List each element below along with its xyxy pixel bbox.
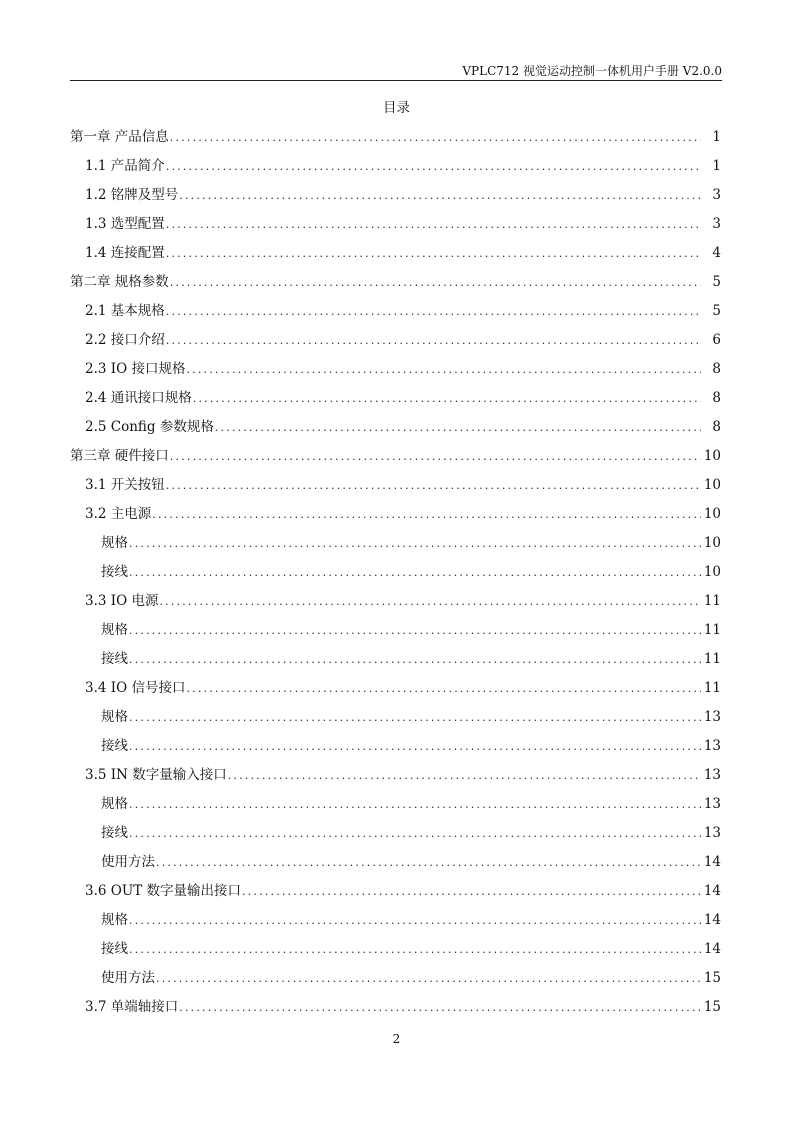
- toc-entry-label: 接线: [101, 941, 128, 957]
- toc-entry[interactable]: [70, 529, 721, 558]
- toc-entry-page: 8: [712, 390, 721, 406]
- toc-dot-leader: [166, 152, 701, 181]
- page-number: 2: [392, 1032, 401, 1046]
- toc-entry[interactable]: [70, 616, 721, 645]
- toc-dot-leader: [129, 616, 701, 645]
- toc-entry-page: 1: [712, 158, 721, 174]
- toc-entry-label: 规格: [101, 912, 128, 928]
- toc-dot-leader: [129, 906, 701, 935]
- toc-entry[interactable]: [70, 732, 721, 761]
- toc-entry[interactable]: [70, 674, 721, 703]
- toc-dot-leader: [166, 210, 701, 239]
- toc-dot-leader: [228, 761, 701, 790]
- toc-dot-leader: [166, 326, 701, 355]
- toc-entry-page: 4: [712, 245, 721, 261]
- toc-dot-leader: [152, 500, 701, 529]
- toc-dot-leader: [129, 732, 701, 761]
- toc-dot-leader: [129, 935, 701, 964]
- toc-entry-label: 2.1 基本规格: [85, 303, 165, 319]
- toc-dot-leader: [129, 529, 701, 558]
- toc-entry[interactable]: [70, 935, 721, 964]
- toc-entry[interactable]: [70, 703, 721, 732]
- toc-entry-label: 3.4 IO 信号接口: [85, 680, 186, 696]
- toc-entry-page: 10: [703, 506, 721, 522]
- toc-entry-page: 11: [703, 593, 721, 609]
- toc-entry[interactable]: [70, 384, 721, 413]
- toc-entry[interactable]: [70, 819, 721, 848]
- toc-entry-page: 15: [703, 970, 721, 986]
- toc-entry-page: 11: [703, 622, 721, 638]
- toc-entry[interactable]: [70, 877, 721, 906]
- toc-entry-page: 3: [712, 216, 721, 232]
- toc-entry-label: 规格: [101, 709, 128, 725]
- toc-entry[interactable]: [70, 993, 721, 1022]
- running-header: VPLC712 视觉运动控制一体机用户手册 V2.0.0: [462, 64, 722, 78]
- toc-entry-page: 10: [703, 448, 721, 464]
- toc-entry[interactable]: [70, 355, 721, 384]
- toc-entry-label: 使用方法: [101, 854, 155, 870]
- toc-dot-leader: [179, 181, 701, 210]
- toc-entry-page: 10: [703, 477, 721, 493]
- toc-entry-page: 13: [703, 796, 721, 812]
- toc-entry-label: 2.4 通讯接口规格: [85, 390, 192, 406]
- toc-entry[interactable]: [70, 297, 721, 326]
- toc-entry-page: 14: [703, 912, 721, 928]
- toc-entry-label: 1.2 铭牌及型号: [85, 187, 179, 203]
- toc-entry[interactable]: [70, 761, 721, 790]
- toc-entry-label: 3.1 开关按钮: [85, 477, 165, 493]
- toc-entry-label: 3.3 IO 电源: [85, 593, 159, 609]
- toc-entry[interactable]: [70, 587, 721, 616]
- toc-dot-leader: [166, 471, 701, 500]
- toc-entry[interactable]: [70, 268, 721, 297]
- toc-dot-leader: [166, 239, 701, 268]
- toc-dot-leader: [129, 819, 701, 848]
- toc-entry-label: 第二章 规格参数: [70, 274, 169, 290]
- toc-entry-page: 13: [703, 709, 721, 725]
- toc-entry-page: 13: [703, 767, 721, 783]
- toc-entry-label: 3.7 单端轴接口: [85, 999, 179, 1015]
- toc-dot-leader: [170, 442, 701, 471]
- toc-entry-page: 8: [712, 361, 721, 377]
- toc-entry-page: 5: [712, 274, 721, 290]
- toc-entry[interactable]: [70, 500, 721, 529]
- toc-entry-label: 3.5 IN 数字量输入接口: [85, 767, 227, 783]
- toc-entry[interactable]: [70, 442, 721, 471]
- toc-entry[interactable]: [70, 790, 721, 819]
- toc-entry-label: 3.6 OUT 数字量输出接口: [85, 883, 242, 899]
- toc-entry-label: 接线: [101, 825, 128, 841]
- toc-dot-leader: [186, 674, 701, 703]
- toc-dot-leader: [129, 790, 701, 819]
- toc-dot-leader: [166, 297, 701, 326]
- toc-dot-leader: [179, 993, 701, 1022]
- toc-entry-page: 13: [703, 825, 721, 841]
- toc-entry[interactable]: [70, 413, 721, 442]
- toc-entry-label: 第一章 产品信息: [70, 129, 169, 145]
- toc-entry-label: 3.2 主电源: [85, 506, 152, 522]
- toc-entry[interactable]: [70, 239, 721, 268]
- toc-entry[interactable]: [70, 906, 721, 935]
- toc-entry-label: 接线: [101, 651, 128, 667]
- toc-entry-page: 15: [703, 999, 721, 1015]
- header-rule: [70, 80, 722, 81]
- toc-dot-leader: [156, 964, 701, 993]
- toc-entry-page: 11: [703, 651, 721, 667]
- toc-entry[interactable]: [70, 471, 721, 500]
- toc-entry[interactable]: [70, 210, 721, 239]
- toc-dot-leader: [170, 123, 701, 152]
- toc-entry[interactable]: [70, 123, 721, 152]
- toc-entry[interactable]: [70, 152, 721, 181]
- toc-dot-leader: [215, 413, 701, 442]
- toc-entry-label: 使用方法: [101, 970, 155, 986]
- toc-entry[interactable]: [70, 645, 721, 674]
- toc-entry-page: 8: [712, 419, 721, 435]
- toc-entry-page: 14: [703, 883, 721, 899]
- toc-title: 目录: [383, 100, 410, 116]
- toc-dot-leader: [159, 587, 701, 616]
- toc-dot-leader: [156, 848, 701, 877]
- toc-entry-page: 14: [703, 941, 721, 957]
- toc-entry-label: 规格: [101, 796, 128, 812]
- toc-entry-label: 1.4 连接配置: [85, 245, 165, 261]
- toc-dot-leader: [242, 877, 701, 906]
- toc-entry[interactable]: [70, 848, 721, 877]
- toc-dot-leader: [186, 355, 701, 384]
- toc-entry-label: 2.2 接口介绍: [85, 332, 165, 348]
- toc-entry[interactable]: [70, 558, 721, 587]
- toc-entry[interactable]: [70, 181, 721, 210]
- toc-entry-label: 第三章 硬件接口: [70, 448, 169, 464]
- toc-entry-page: 1: [712, 129, 721, 145]
- toc-entry[interactable]: [70, 964, 721, 993]
- toc-entry-label: 接线: [101, 564, 128, 580]
- toc-entry-page: 6: [712, 332, 721, 348]
- toc-entry-label: 1.1 产品简介: [85, 158, 165, 174]
- toc-dot-leader: [129, 703, 701, 732]
- toc-entry-page: 5: [712, 303, 721, 319]
- toc-entry-label: 1.3 选型配置: [85, 216, 165, 232]
- toc-entry-page: 3: [712, 187, 721, 203]
- toc-entry-page: 11: [703, 680, 721, 696]
- toc-entry-label: 规格: [101, 535, 128, 551]
- table-of-contents: [70, 123, 721, 1022]
- toc-entry-label: 规格: [101, 622, 128, 638]
- toc-entry-label: 接线: [101, 738, 128, 754]
- toc-dot-leader: [170, 268, 701, 297]
- toc-entry-label: 2.5 Config 参数规格: [85, 419, 214, 435]
- toc-entry-page: 13: [703, 738, 721, 754]
- toc-entry-page: 14: [703, 854, 721, 870]
- toc-entry-page: 10: [703, 535, 721, 551]
- toc-dot-leader: [193, 384, 701, 413]
- toc-dot-leader: [129, 558, 701, 587]
- toc-entry-label: 2.3 IO 接口规格: [85, 361, 186, 377]
- toc-dot-leader: [129, 645, 701, 674]
- toc-entry[interactable]: [70, 326, 721, 355]
- toc-entry-page: 10: [703, 564, 721, 580]
